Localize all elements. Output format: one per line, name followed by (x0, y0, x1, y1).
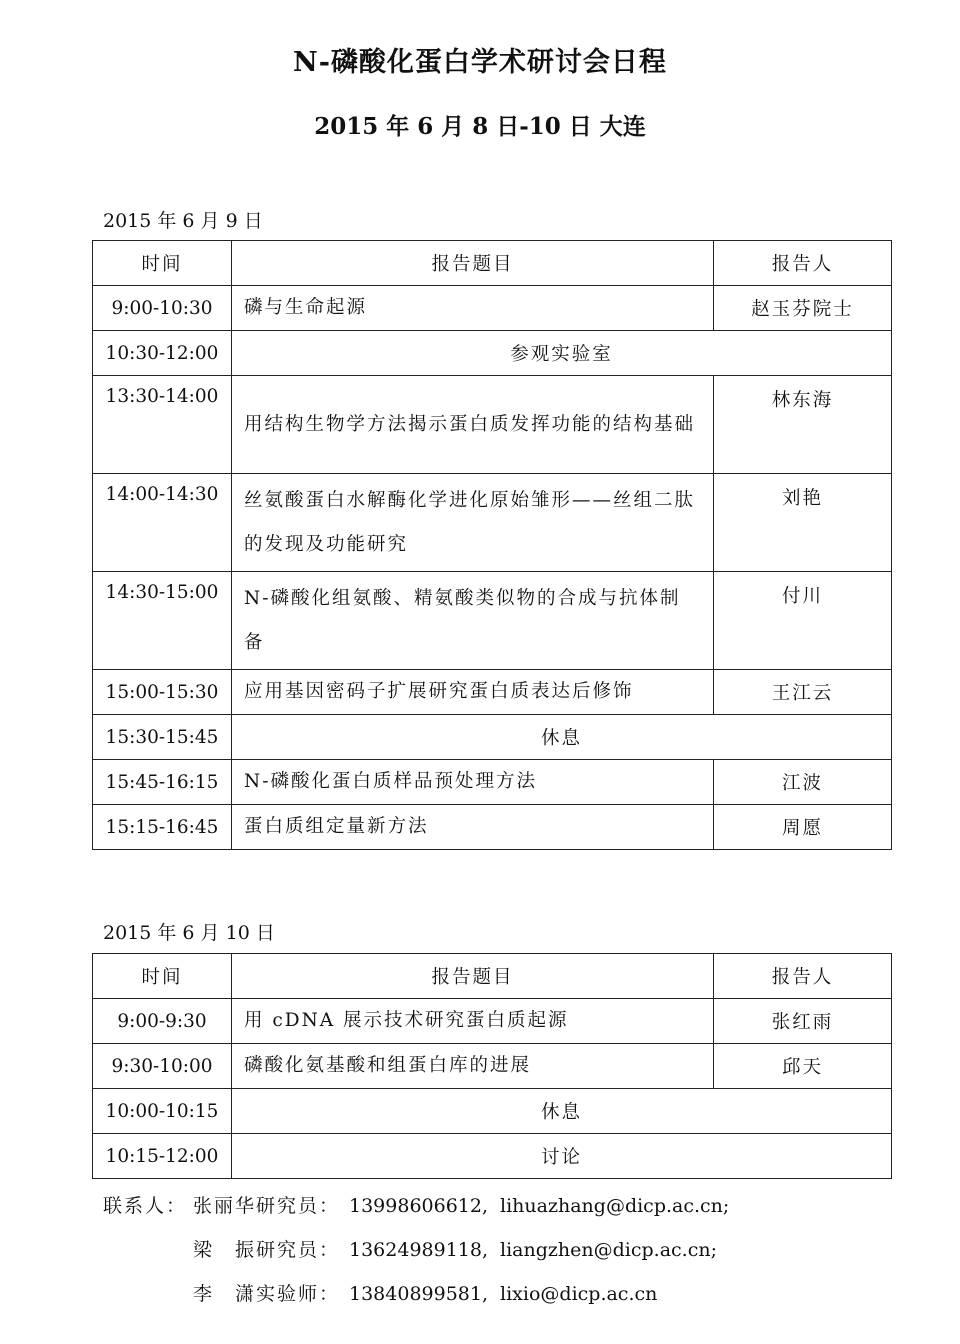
row-speaker: 王江云 (714, 670, 892, 715)
row-topic: 休息 (232, 1089, 892, 1134)
row-topic: 蛋白质组定量新方法 (232, 805, 714, 850)
day2-schedule-table (92, 953, 892, 1179)
column-header-speaker: 报告人 (714, 241, 892, 286)
contact-phone: 13624989118, (349, 1239, 489, 1261)
row-time: 10:15-12:00 (93, 1134, 232, 1179)
row-topic: 丝氨酸蛋白水解酶化学进化原始雏形——丝组二肽的发现及功能研究 (232, 474, 714, 572)
table-row (93, 1134, 892, 1179)
row-time: 15:15-16:45 (93, 805, 232, 850)
row-topic: 用 cDNA 展示技术研究蛋白质起源 (232, 999, 714, 1044)
row-speaker: 林东海 (714, 376, 892, 474)
row-time: 10:30-12:00 (93, 331, 232, 376)
contact-label: 联系人： (103, 1195, 188, 1217)
table-row (93, 805, 892, 850)
table-row (93, 1089, 892, 1134)
row-topic: 应用基因密码子扩展研究蛋白质表达后修饰 (232, 670, 714, 715)
contact-name: 李 潇实验师： (193, 1283, 341, 1305)
row-time: 10:00-10:15 (93, 1089, 232, 1134)
row-speaker: 赵玉芬院士 (714, 286, 892, 331)
contact-block (103, 1184, 729, 1316)
row-time: 15:00-15:30 (93, 670, 232, 715)
column-header-speaker: 报告人 (714, 954, 892, 999)
column-header-time: 时间 (93, 241, 232, 286)
table-row (93, 286, 892, 331)
column-header-time: 时间 (93, 954, 232, 999)
column-header-topic: 报告题目 (232, 241, 714, 286)
contact-email: liangzhen@dicp.ac.cn; (500, 1239, 717, 1261)
table-row (93, 715, 892, 760)
table-row (93, 999, 892, 1044)
row-time: 9:30-10:00 (93, 1044, 232, 1089)
table-row (93, 572, 892, 670)
row-topic: N-磷酸化蛋白质样品预处理方法 (232, 760, 714, 805)
page-title: N-磷酸化蛋白学术研讨会日程 (293, 47, 667, 78)
contact-phone: 13840899581, (349, 1283, 489, 1305)
page-subtitle: 2015 年 6 月 8 日-10 日 大连 (314, 113, 646, 140)
row-time: 14:00-14:30 (93, 474, 232, 572)
row-time: 15:30-15:45 (93, 715, 232, 760)
contact-phone: 13998606612, (349, 1195, 489, 1217)
table-row (93, 474, 892, 572)
table-row (93, 376, 892, 474)
row-time: 15:45-16:15 (93, 760, 232, 805)
row-topic: 用结构生物学方法揭示蛋白质发挥功能的结构基础 (232, 376, 714, 474)
row-speaker: 周愿 (714, 805, 892, 850)
table-row (93, 1044, 892, 1089)
contact-name: 张丽华研究员： (193, 1195, 341, 1217)
contact-name: 梁 振研究员： (193, 1239, 341, 1261)
contact-row (103, 1272, 729, 1316)
table-row (93, 331, 892, 376)
row-topic: 磷与生命起源 (232, 286, 714, 331)
day2-date: 2015 年 6 月 10 日 (103, 922, 275, 944)
day1-date: 2015 年 6 月 9 日 (103, 210, 263, 232)
column-header-topic: 报告题目 (232, 954, 714, 999)
row-speaker: 江波 (714, 760, 892, 805)
day1-schedule-table (92, 240, 892, 850)
row-time: 13:30-14:00 (93, 376, 232, 474)
contact-row (103, 1184, 729, 1228)
row-topic: 讨论 (232, 1134, 892, 1179)
row-speaker: 邱天 (714, 1044, 892, 1089)
contact-row (103, 1228, 729, 1272)
row-topic: 参观实验室 (232, 331, 892, 376)
table-row (93, 760, 892, 805)
table-header-row (93, 241, 892, 286)
row-time: 9:00-10:30 (93, 286, 232, 331)
contact-email: lixio@dicp.ac.cn (500, 1283, 658, 1305)
row-speaker: 张红雨 (714, 999, 892, 1044)
row-topic: N-磷酸化组氨酸、精氨酸类似物的合成与抗体制备 (232, 572, 714, 670)
table-header-row (93, 954, 892, 999)
row-time: 14:30-15:00 (93, 572, 232, 670)
contact-email: lihuazhang@dicp.ac.cn; (500, 1195, 730, 1217)
row-topic: 磷酸化氨基酸和组蛋白库的进展 (232, 1044, 714, 1089)
row-topic: 休息 (232, 715, 892, 760)
table-row (93, 670, 892, 715)
row-time: 9:00-9:30 (93, 999, 232, 1044)
row-speaker: 付川 (714, 572, 892, 670)
row-speaker: 刘艳 (714, 474, 892, 572)
